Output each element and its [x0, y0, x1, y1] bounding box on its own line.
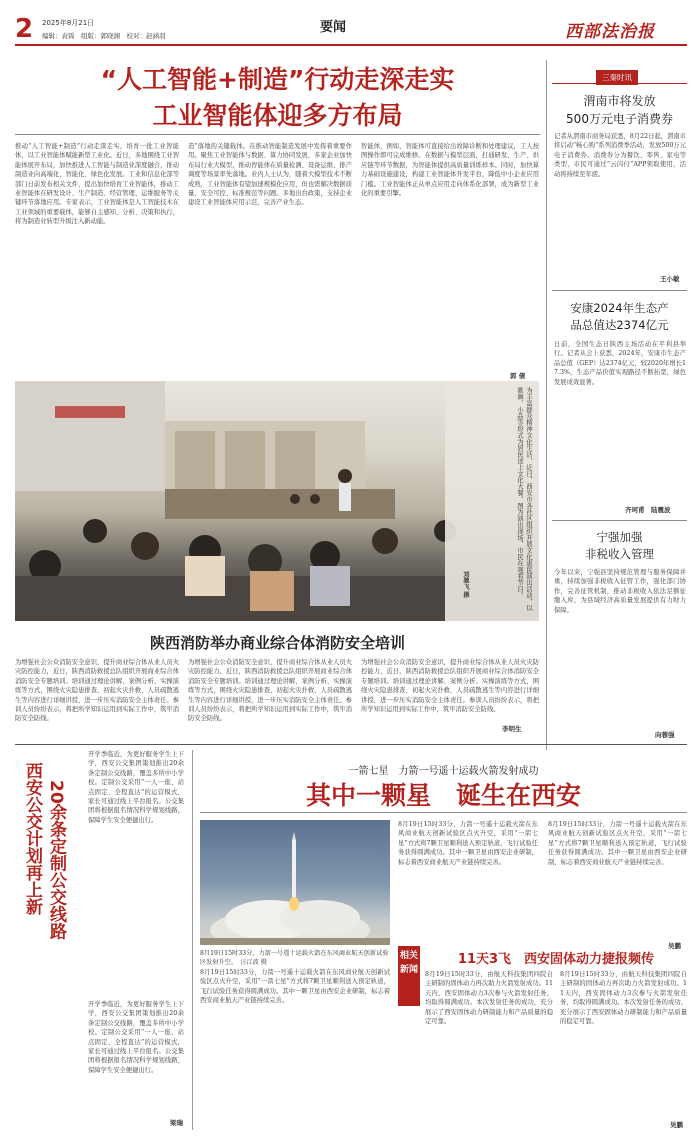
photo-caption-vertical: 为丰富群众精神文化生活，近日，西安市各社区组织开展文化惠民演出活动，以歌舞、小品等形式为居民送上文化大餐。图为演出现场，市民在观看节目。 [516, 387, 533, 611]
fire-col2: 为增强社会公众消防安全意识，提升商业综合体从业人员火灾防控能力，近日，陕西消防救援总队组织开展商业综合体消防安全专题培训。培训通过理论讲解、案例分析、实操演练等方式，围绕火灾隐患排查、初起火灾扑救、人员疏散逃生等内容进行详细讲授，进一步压实消防安全主体责任。参训人员纷纷表示，将把所学知识运用到实际工作中，筑牢消防安全防线。 [188, 659, 352, 723]
traffic-headline-line1: 西安公交计划再上新 [22, 762, 42, 915]
lead-col1: 推动“人工智能+制造”行动走深走实，培育一批工业智能体，以工业智能体赋能新型工业化。近日，多地围绕工业智能体展开布局，加快推进人工智能与制造业深度融合，推动制造业向高端化、智能化、绿色化发展。工业和信息化部等部门日前发布相关文件，提出加快培育工业智能体，推动工业智能体在研发设计、生产制造、经营管理、运维服务等关键环节落地应用。专家表示，工业智能体是人工智能技术在工业领域的重要载体，能够自主感知、分析、决策和执行，将为制造业转型升级注入新动能。 [15, 143, 179, 226]
traffic-body-col2: 开学季临近，为更好服务学生上下学，西安公交集团策划推出20余条定制公交线路，覆盖多所中小学校。定制公交采用“一人一座、站点固定、全程直达”的运营模式，家长可通过线上平台报名。公交集团将根据报名情况科学规划线路，保障学生安全便捷出行。 [88, 1001, 184, 1074]
lead-col3: 智能体，例如，智能体可直接给出故障诊断和处理建议，工人按图操作即可完成维修。在数据与模型层面，打通研发、生产、供应链等环节数据，为智能体提供高质量训练样本。同时，加快算力基础设施建设，构建工业智能体开发平台，降低中小企业应用门槛。工业智能体正从单点应用走向体系化部署，成为新型工业化的重要引擎。 [361, 143, 539, 198]
rocket-photo [200, 820, 390, 945]
sidebar-item3-byline: 向蓉强 [655, 731, 675, 739]
header-section: 要闻 [320, 20, 347, 35]
related-tag-line2: 新闻 [399, 965, 418, 975]
rocket-body-col2: 8月19日15时33分，力箭一号遥十运载火箭在东风商业航天创新试验区点火升空，采用“一箭七星”方式将7颗卫星顺利送入预定轨道，飞行试验任务获得圆满成功。其中一颗卫星由西安企业研制，标志着西安商业航天产业链持续完善。 [398, 821, 538, 866]
traffic-byline: 梁瑞 [170, 1119, 183, 1127]
sidebar-item1-title-line2: 500万元电子消费券 [566, 112, 673, 126]
sidebar-item2-byline: 齐珂甫 陆震波 [625, 506, 671, 514]
related-tag-line1: 相关 [399, 951, 418, 961]
header-rule [15, 44, 687, 46]
rocket-body-col3: 8月19日15时33分，力箭一号遥十运载火箭在东风商业航天创新试验区点火升空，采用“一箭七星”方式将7颗卫星顺利送入预定轨道，飞行试验任务获得圆满成功。其中一颗卫星由西安企业研制，标志着西安商业航天产业链持续完善。 [548, 821, 687, 866]
lead-col2: 造”落地的关键载体。在推动智能制造发展中发挥着重要作用。聚焦工业智能体与数据、算力协同发展，多家企业加快布局行业大模型，推动智能体在质量检测、设备运维、排产调度等场景率先落地。业内人士认为，随着大模型技术不断成熟，工业智能体有望加速规模化应用，但也需解决数据质量、安全可控、标准规范等问题。多地出台政策，支持企业建设工业智能体应用示范，完善产业生态。 [188, 143, 352, 207]
sidebar-item3-title-line1: 宁强加强 [596, 530, 643, 544]
rocket-kicker: 一箭七星 力箭一号遥十运载火箭发射成功 [348, 766, 539, 777]
sidebar-item2-title-line2: 品总值达2374亿元 [570, 318, 669, 332]
related-body-col1: 8月19日15时33分，由航天科技集团四院自主研制的固体动力再次助力火箭发射成功。11天内，西安固体动力3次参与火箭发射任务，均取得圆满成功。本次发射任务的成功，充分展示了西安固体动力研制能力和产品质量的稳定可靠。 [425, 971, 553, 1026]
rocket-photo-svg [200, 820, 390, 945]
sidebar-divider [546, 60, 547, 750]
fire-title: 陕西消防举办商业综合体消防安全培训 [149, 634, 405, 652]
sidebar-item3-body: 今年以来，宁强县坚持规范管理与服务保障并重，持续加强非税收入征管工作，强化部门协作，完善征管机制，推动非税收入依法足额征缴入库，为县域经济高质量发展提供有力财力保障。 [554, 569, 686, 614]
sidebar-item1-byline: 王小敏 [660, 275, 680, 283]
rocket-byline: 吴鹏 [668, 942, 681, 950]
page-number: 2 [15, 14, 34, 44]
sidebar-item2-title-line1: 安康2024年生态产 [570, 301, 669, 315]
rocket-body-col1: 8月19日15时33分，力箭一号遥十运载火箭在东风商业航天创新试验区点火升空，采用“一箭七星”方式将7颗卫星顺利送入预定轨道，飞行试验任务获得圆满成功。其中一颗卫星由西安企业研制，标志着西安商业航天产业链持续完善。 [200, 969, 390, 1005]
traffic-headline-line2: 20余条定制公交线路 [46, 780, 66, 940]
bottom-band-rule [15, 744, 687, 745]
sidebar-item1-title-line1: 渭南市将发放 [583, 94, 656, 108]
header-date: 2025年8月21日 [42, 19, 95, 27]
sidebar-item3-title-line2: 非税收入管理 [585, 547, 654, 561]
related-byline: 吴鹏 [670, 1121, 683, 1129]
lead-byline: 郭 倩 [510, 372, 526, 380]
traffic-body-col1: 开学季临近，为更好服务学生上下学，西安公交集团策划推出20余条定制公交线路，覆盖多所中小学校。定制公交采用“一人一座、站点固定、全程直达”的运营模式，家长可通过线上平台报名。公交集团将根据报名情况科学规划线路，保障学生安全便捷出行。 [88, 751, 184, 824]
rocket-photo-caption: 8月19日15时33分，力箭一号遥十运载火箭在东风商业航天创新试验区发射升空。 汪江波 摄 [200, 950, 389, 966]
sidebar-item1-body: 记者从渭南市商务局获悉，8月22日起，渭南市将启动“畅心购”系列消费季活动，发放500万元电子消费券。消费券分为餐饮、零售、家电等类型，市民可通过“云闪付”APP领取使用，活动将持续至年底。 [554, 133, 686, 178]
lead-title-line1: “人工智能+制造”行动走深走实 [100, 65, 455, 94]
lead-title-rule [15, 134, 540, 135]
sidebar-tag: 三秦时讯 [596, 70, 638, 85]
rocket-title-rule [200, 812, 687, 813]
related-tag [398, 946, 420, 1006]
fire-col3: 为增强社会公众消防安全意识，提升商业综合体从业人员火灾防控能力，近日，陕西消防救援总队组织开展商业综合体消防安全专题培训。培训通过理论讲解、案例分析、实操演练等方式，围绕火灾隐患排查、初起火灾扑救、人员疏散逃生等内容进行详细讲授，进一步压实消防安全主体责任。参训人员纷纷表示，将把所学知识运用到实际工作中，筑牢消防安全防线。 [361, 659, 539, 714]
related-title: 11天3飞 西安固体动力捷报频传 [457, 952, 655, 967]
header-editors: 编辑：袁锦 组版：郭晓渊 校对：赵涵羽 [42, 32, 166, 40]
traffic-divider [192, 750, 193, 1130]
lead-title-line2: 工业智能体迎多方布局 [152, 101, 403, 130]
sidebar-rule1 [552, 290, 687, 291]
sidebar-tag-rule [552, 83, 687, 84]
fire-byline: 李明生 [502, 725, 522, 733]
masthead-logo: 西部法治报 [565, 22, 655, 42]
related-body-col2: 8月19日15时33分，由航天科技集团四院自主研制的固体动力再次助力火箭发射成功。11天内，西安固体动力3次参与火箭发射任务，均取得圆满成功。本次发射任务的成功，充分展示了西安固体动力研制能力和产品质量的稳定可靠。 [560, 971, 687, 1026]
photo-credit: 刘驰飞 摄 [462, 571, 469, 598]
rocket-title: 其中一颗星 诞生在西安 [305, 781, 581, 810]
fire-col1: 为增强社会公众消防安全意识，提升商业综合体从业人员火灾防控能力，近日，陕西消防救援总队组织开展商业综合体消防安全专题培训。培训通过理论讲解、案例分析、实操演练等方式，围绕火灾隐患排查、初起火灾扑救、人员疏散逃生等内容进行详细讲授，进一步压实消防安全主体责任。参训人员纷纷表示，将把所学知识运用到实际工作中，筑牢消防安全防线。 [15, 659, 179, 723]
sidebar-item2-body: 日前，全国生态日陕西主场活动在平利县举行。记者从会上获悉，2024年，安康市生态产品总值（GEP）达2374亿元，较2020年增长17.3%，生态产品价值实现路径不断拓宽，绿色发展成效显著。 [554, 341, 686, 386]
sidebar-rule2 [552, 520, 687, 521]
concert-photo [15, 381, 539, 621]
